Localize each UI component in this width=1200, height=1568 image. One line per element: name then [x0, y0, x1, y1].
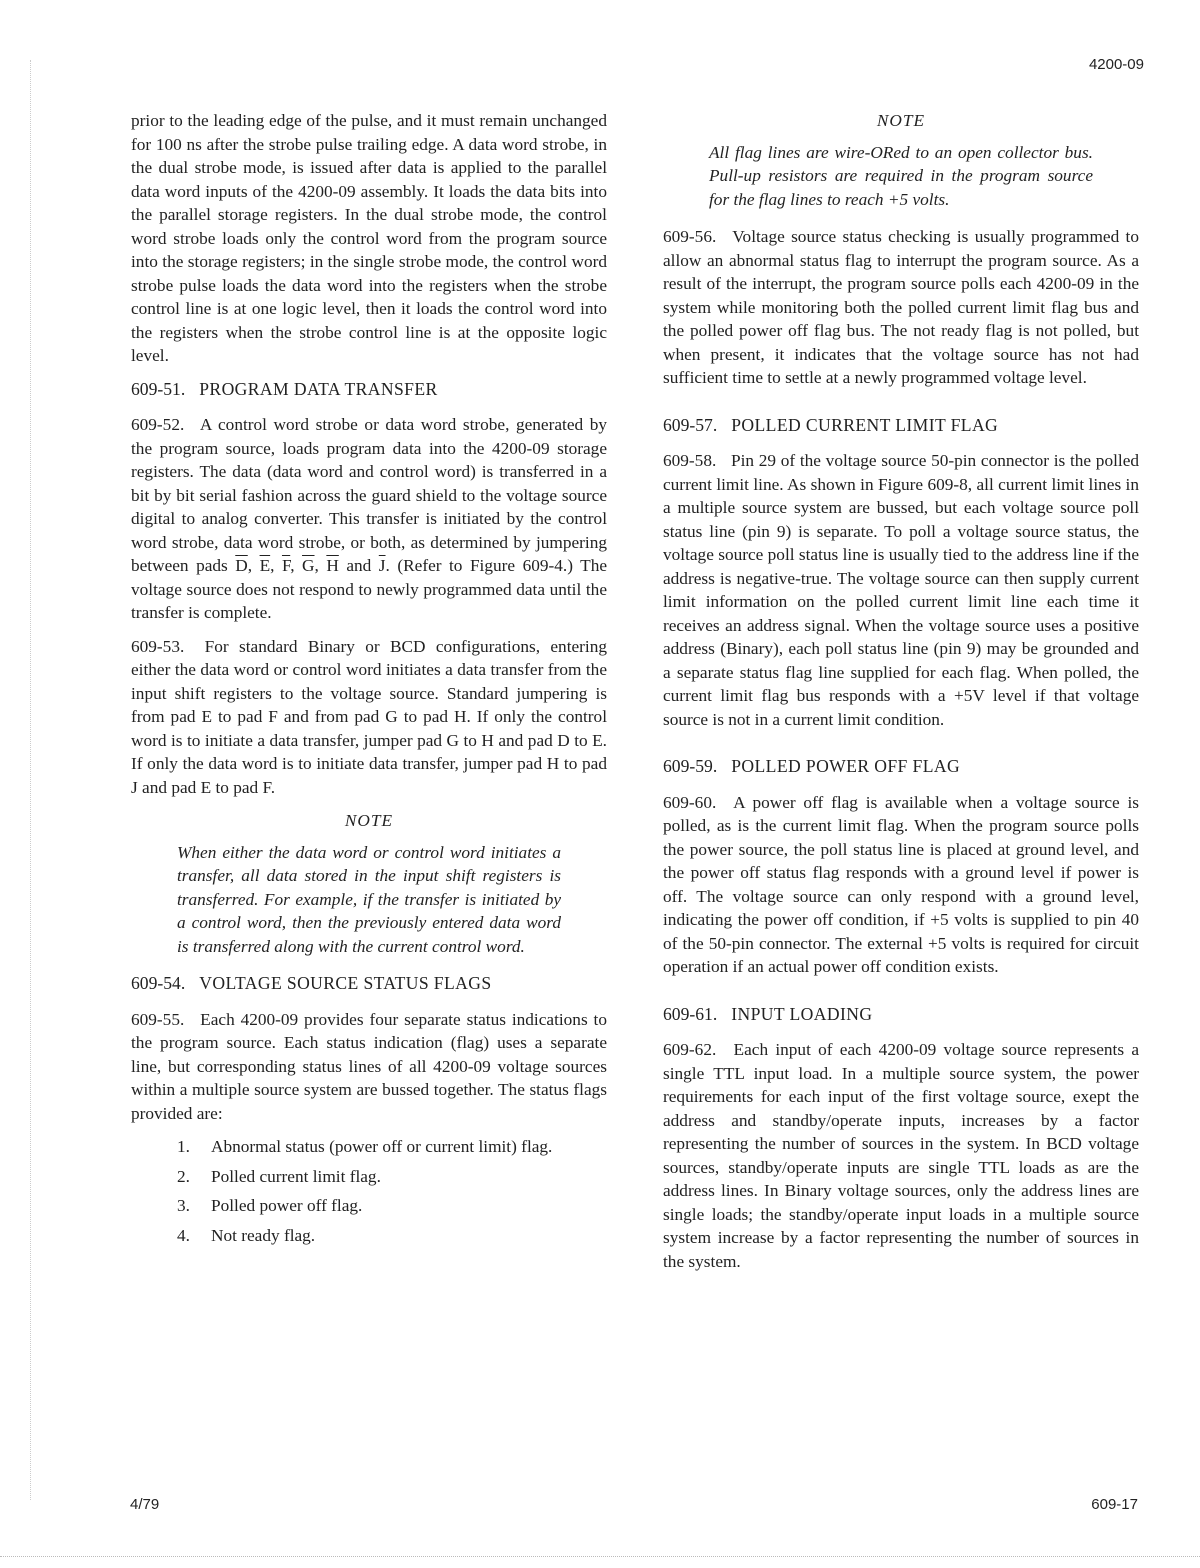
pad-label-e: $\overline{E}$ [259, 556, 271, 575]
paragraph-number: 609-53. [131, 636, 185, 656]
section-title: VOLTAGE SOURCE STATUS FLAGS [199, 973, 492, 993]
section-heading-status-flags [131, 972, 607, 996]
section-number: 609-59. [663, 756, 718, 776]
running-header-doc-id: 4200-09 [1088, 56, 1144, 73]
paragraph-text: Pin 29 of the voltage source 50-pin connector is the polled current limit line. As shown in Figure 609-8, all current limit lines in a multiple source system are bussed, but each voltage source poll status line (pin 9) is separate. To poll a voltage source status, the voltage source poll status line is usually tied to the address line if the address is negative-true. The voltage source can then supply current limit information on the polled current limit line each time it receives an address signal. When the voltage source uses a positive address (Binary), each poll status line (pin 9) may be grounded and a separate status flag line supplied for each flag. When polled, the current limit flag bus responds with a +5V level if that voltage source is not in a current limit condition. [663, 451, 1139, 729]
scan-margin-marks [30, 60, 33, 1500]
section-title: INPUT LOADING [731, 1003, 873, 1024]
pad-label-d: $\overline{D}$ [235, 556, 248, 575]
list-item [177, 1135, 607, 1159]
section-number: 609-57. [663, 414, 718, 435]
list-item-number: 2. [177, 1166, 190, 1186]
left-column [131, 109, 607, 1253]
list-item-text: Polled current limit flag. [211, 1166, 381, 1186]
note-body-transfer: When either the data word or control word initiates a transfer, all data stored in the input shift registers is transferred. For example, if the transfer is initiated by a control word, then the previously entered data word is transferred along with the current control word. [177, 842, 561, 956]
section-heading-polled-power-off [663, 755, 1139, 779]
list-item-text: Not ready flag. [211, 1225, 316, 1245]
paragraph-609-56 [663, 225, 1139, 390]
pad-label-h: $\overline{H}$ [326, 556, 339, 575]
paragraph-text-a: A control word strobe or data word strobe, generated by the program source, loads program data into the 4200-09 storage registers. The data (data word and control word) is transferred in a bit by bit serial fashion across the guard shield to the voltage source digital to analog converter. This transfer is initiated by the control word strobe, data word strobe, or both, as determined by jumpering between pads [131, 415, 607, 575]
paragraph-609-58 [663, 449, 1139, 731]
section-heading-input-loading [663, 1003, 1139, 1027]
pad-label-f: $\overline{F}$ [281, 556, 291, 575]
section-number: 609-54. [131, 973, 186, 993]
section-title: POLLED CURRENT LIMIT FLAG [731, 414, 999, 435]
scan-edge-dotted-line [0, 1556, 1200, 1557]
section-heading-program-data-transfer [131, 378, 607, 402]
paragraph-text: Each 4200-09 provides four separate status indications to the program source. Each status indication (flag) uses a separate line, but corresponding status lines of all 4200-09 voltage sources within a multiple source system are bussed together. The status flags provided are: [131, 1009, 607, 1123]
paragraph-609-52: 609-52. A control word strobe or data word strobe, generated by the program source, loads program data into the 4200-09 storage registers. The data (data word and control word) is transferred in a bit by bit serial fashion across the guard shield to the voltage source digital to analog converter. This transfer is initiated by the control word strobe, data word strobe, or both, as determined by jumpering between pads $\overline{D}$, $\overline{E}$, $\overline{F}$, $\overline{G}$, $\overline{H}$ and $\overline{J}$. (Refer to Figure 609-4.) The voltage source does not respond to newly programmed data until the transfer is complete. [131, 415, 608, 622]
paragraph-number: 609-56. [663, 227, 717, 246]
section-number: 609-61. [663, 1003, 718, 1024]
list-item-number: 4. [177, 1225, 190, 1245]
list-item-text: Polled power off flag. [211, 1196, 363, 1215]
paragraph-text: Voltage source status checking is usually programmed to allow an abnormal status flag to interrupt the program source. As a result of the interrupt, the program source polls each 4200-09 in the system while monitoring both the polled current limit flag bus and the polled power off flag bus. The not ready flag is not polled, but when present, it indicates that the voltage source has not had sufficient time to settle at a newly programmed voltage level. [663, 227, 1139, 387]
list-item [177, 1165, 607, 1189]
paragraph-text: Each input of each 4200-09 voltage source represents a single TTL input load. In a multiple source system, the power requirements for each input of the first voltage source, exept the address and standby/operate inputs, increases by a factor representing the number of sources in the system. In BCD voltage sources, standby/operate inputs are single TTL loads as are the address lines. In Binary voltage sources, only the address lines are single loads; the standby/operate input loads in a multiple source system increase by a factor representing the number of sources in the system. [663, 1040, 1139, 1271]
paragraph-609-62 [663, 1038, 1139, 1273]
note-title: NOTE [876, 111, 926, 130]
paragraph-number: 609-58. [663, 451, 717, 470]
pad-label-g: $\overline{G}$ [302, 556, 315, 575]
paragraph-609-53 [131, 635, 607, 800]
list-item [177, 1194, 607, 1218]
note-title: NOTE [344, 811, 394, 830]
paragraph-609-55 [131, 1008, 607, 1126]
paragraph-number: 609-55. [131, 1009, 185, 1029]
paragraph-609-60 [663, 791, 1139, 979]
paragraph-number: 609-62. [663, 1040, 717, 1059]
footer-page-number: 609-17 [1091, 1496, 1138, 1513]
section-title: PROGRAM DATA TRANSFER [199, 378, 438, 399]
note-body-flag-lines: All flag lines are wire-ORed to an open collector bus. Pull-up resistors are required in the program source for the flag lines to reach +5 volts. [709, 142, 1093, 209]
list-item [177, 1224, 607, 1248]
paragraph-text: For standard Binary or BCD configurations, entering either the data word or control word initiates a data transfer from the input shift registers to the voltage source. Standard jumpering is from pad E to pad F and from pad G to pad H. If only the control word is to initiate a data transfer, jumper pad G to H and pad D to E. If only the data word is to initiate data transfer, jumper pad H to pad J and pad E to pad F. [131, 636, 607, 797]
paragraph-text: A power off flag is available when a voltage source is polled, as is the current limit flag. When the program source polls the power source, the poll status line is placed at ground level, and the power off status flag responds with a ground level if power is off. The voltage source can only respond with a ground level, indicating the power off condition, if +5 volts is supplied to pin 40 of the 50-pin connector. The external +5 volts is required for circuit operation if an actual power off condition exists. [663, 792, 1139, 976]
list-item-number: 1. [177, 1137, 190, 1156]
paragraph-text-b: (Refer to Figure 609-4.) The voltage source does not respond to newly programmed data until the transfer is complete. [131, 556, 608, 622]
section-number: 609-51. [131, 378, 186, 399]
footer-date: 4/79 [130, 1496, 160, 1513]
intro-paragraph: prior to the leading edge of the pulse, and it must remain unchanged for 100 ns after the strobe pulse trailing edge. A data word strobe, in the dual strobe mode, is issued after data is applied to the parallel data word inputs of the 4200-09 assembly. It loads the data bits into the parallel storage registers. In the dual strobe mode, the control word strobe loads only the control word from the program source into the storage registers; in the single strobe mode, the control word strobe pulse loads the data word into the registers when the strobe control line is at one logic level, then it loads the control word into the registers when the strobe control line is at the opposite logic level. [131, 111, 607, 365]
status-flag-list [177, 1135, 607, 1247]
paragraph-number: 609-52. [131, 415, 185, 434]
list-item-number: 3. [177, 1196, 190, 1215]
right-column [663, 109, 1139, 1283]
list-item-text: Abnormal status (power off or current limit) flag. [211, 1137, 553, 1156]
paragraph-number: 609-60. [663, 792, 717, 812]
section-heading-polled-current-limit [663, 414, 1139, 438]
pad-label-j: $\overline{J}$ [378, 556, 386, 575]
section-title: POLLED POWER OFF FLAG [731, 756, 961, 776]
